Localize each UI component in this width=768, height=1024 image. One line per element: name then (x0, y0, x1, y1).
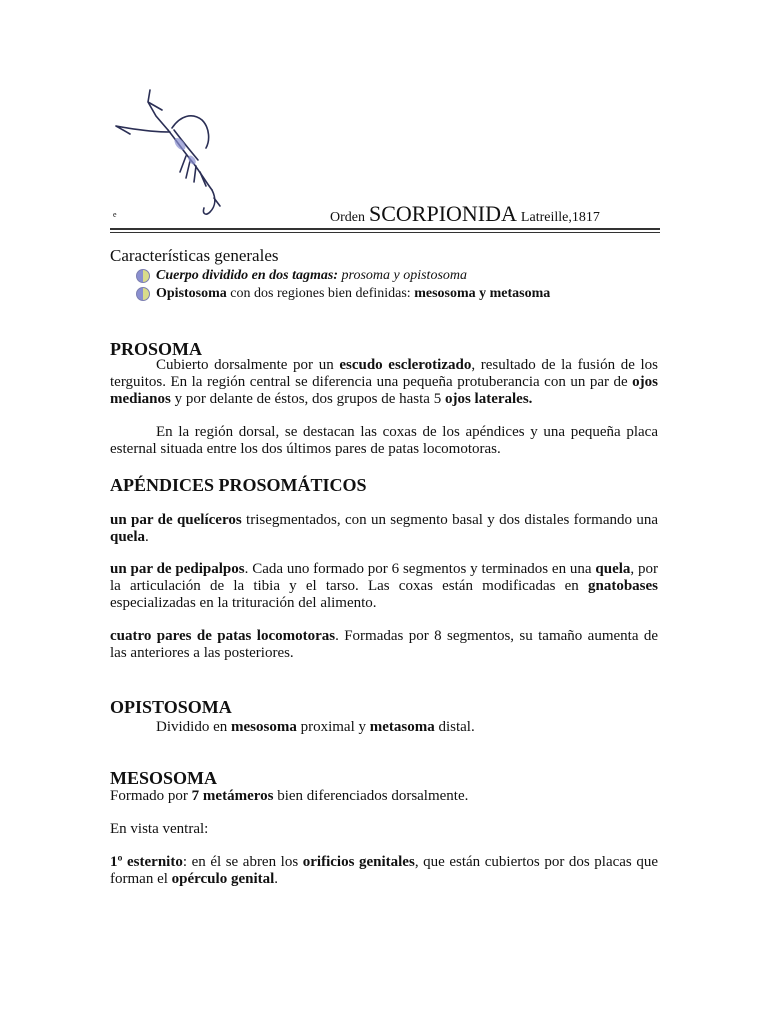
bold-text: orificios genitales (302, 854, 415, 870)
text: Cubierto dorsalmente por un (156, 357, 340, 373)
text: y por delante de éstos, dos grupos de hasta 5 (170, 391, 445, 407)
header-rule-thick (110, 228, 660, 230)
bold-text: escudo esclerotizado (339, 357, 472, 373)
bold-text: ojos laterales. (444, 391, 533, 407)
bold-text: un par de quelíceros (110, 512, 242, 528)
text: . Formadas por 8 segmentos, su tamaño aumenta de las anteriores a las posteriores. (110, 628, 659, 661)
prosoma-paragraph-1 (110, 357, 658, 408)
scorpion-illustration (110, 86, 230, 221)
bold-text: opérculo genital (171, 871, 275, 887)
generales-title: Características generales (110, 246, 279, 265)
text: , resultado de la fusión de los terguitos. En la región central se diferencia una pequeña protuberancia con un par de (110, 357, 658, 390)
mesosoma-paragraph (110, 788, 658, 805)
opistosoma-title: OPISTOSOMA (110, 697, 232, 717)
small-mark: e (113, 210, 117, 219)
text: . Cada uno formado por 6 segmentos y terminados en una (244, 561, 596, 577)
bold-text: quela (110, 529, 146, 545)
bold-text: un par de pedipalpos (110, 561, 245, 577)
bullet-bold: Cuerpo dividido en dos tagmas: (156, 268, 339, 283)
list-item (136, 267, 550, 285)
bold-text: cuatro pares de patas locomotoras (110, 628, 336, 644)
esternito-paragraph (110, 854, 658, 888)
bold-text: metasoma (369, 719, 435, 735)
bullet-bold: Opistosoma (156, 286, 227, 301)
bold-text: quela (595, 561, 631, 577)
bullet-icon (136, 269, 150, 283)
bold-text: ojos medianos (110, 374, 658, 407)
apendices-title: APÉNDICES PROSOMÁTICOS (110, 475, 367, 495)
order-header (330, 201, 600, 227)
text: , por la articulación de la tibia y el tarso. Las coxas están modificadas en (110, 561, 658, 594)
text: proximal y (296, 719, 370, 735)
orden-label: Orden (330, 210, 365, 225)
prosoma-paragraph-2: En la región dorsal, se destacan las coxas de los apéndices y una pequeña placa esternal situada entre los dos últimos pares de patas locomotoras. (110, 424, 658, 457)
text: . (274, 871, 279, 887)
list-item (136, 285, 550, 303)
pedipalpos-paragraph (110, 561, 658, 612)
opistosoma-paragraph (110, 719, 658, 736)
generales-list (136, 267, 550, 303)
text: , que están cubiertos por dos placas que forman el (110, 854, 659, 887)
bullet-icon (136, 287, 150, 301)
text: Formado por (110, 788, 192, 804)
text: especializadas en la trituración del alimento. (110, 595, 377, 611)
text: Dividido en (156, 719, 231, 735)
bullet-bold: mesosoma y metasoma (414, 286, 551, 301)
text: bien diferenciados dorsalmente. (273, 788, 469, 804)
text: trisegmentados, con un segmento basal y dos distales formando una (241, 512, 658, 528)
bullet-text: prosoma y opistosoma (338, 268, 468, 283)
text: distal. (434, 719, 475, 735)
bullet-text: con dos regiones bien definidas: (226, 286, 415, 301)
mesosoma-title: MESOSOMA (110, 768, 218, 788)
text: : en él se abren los (182, 854, 303, 870)
text: . (145, 529, 149, 545)
patas-paragraph (110, 628, 658, 662)
taxon-author: Latreille,1817 (520, 210, 600, 225)
header-rule-thin (110, 232, 660, 233)
ventral-label: En vista ventral: (110, 821, 209, 837)
taxon-name: SCORPIONIDA (369, 201, 517, 226)
bold-text: 1º esternito (110, 854, 183, 870)
bold-text: gnatobases (587, 578, 658, 594)
bold-text: 7 metámeros (191, 788, 274, 804)
bold-text: mesosoma (231, 719, 297, 735)
queliceros-paragraph (110, 512, 658, 546)
prosoma-title: PROSOMA (110, 339, 202, 359)
